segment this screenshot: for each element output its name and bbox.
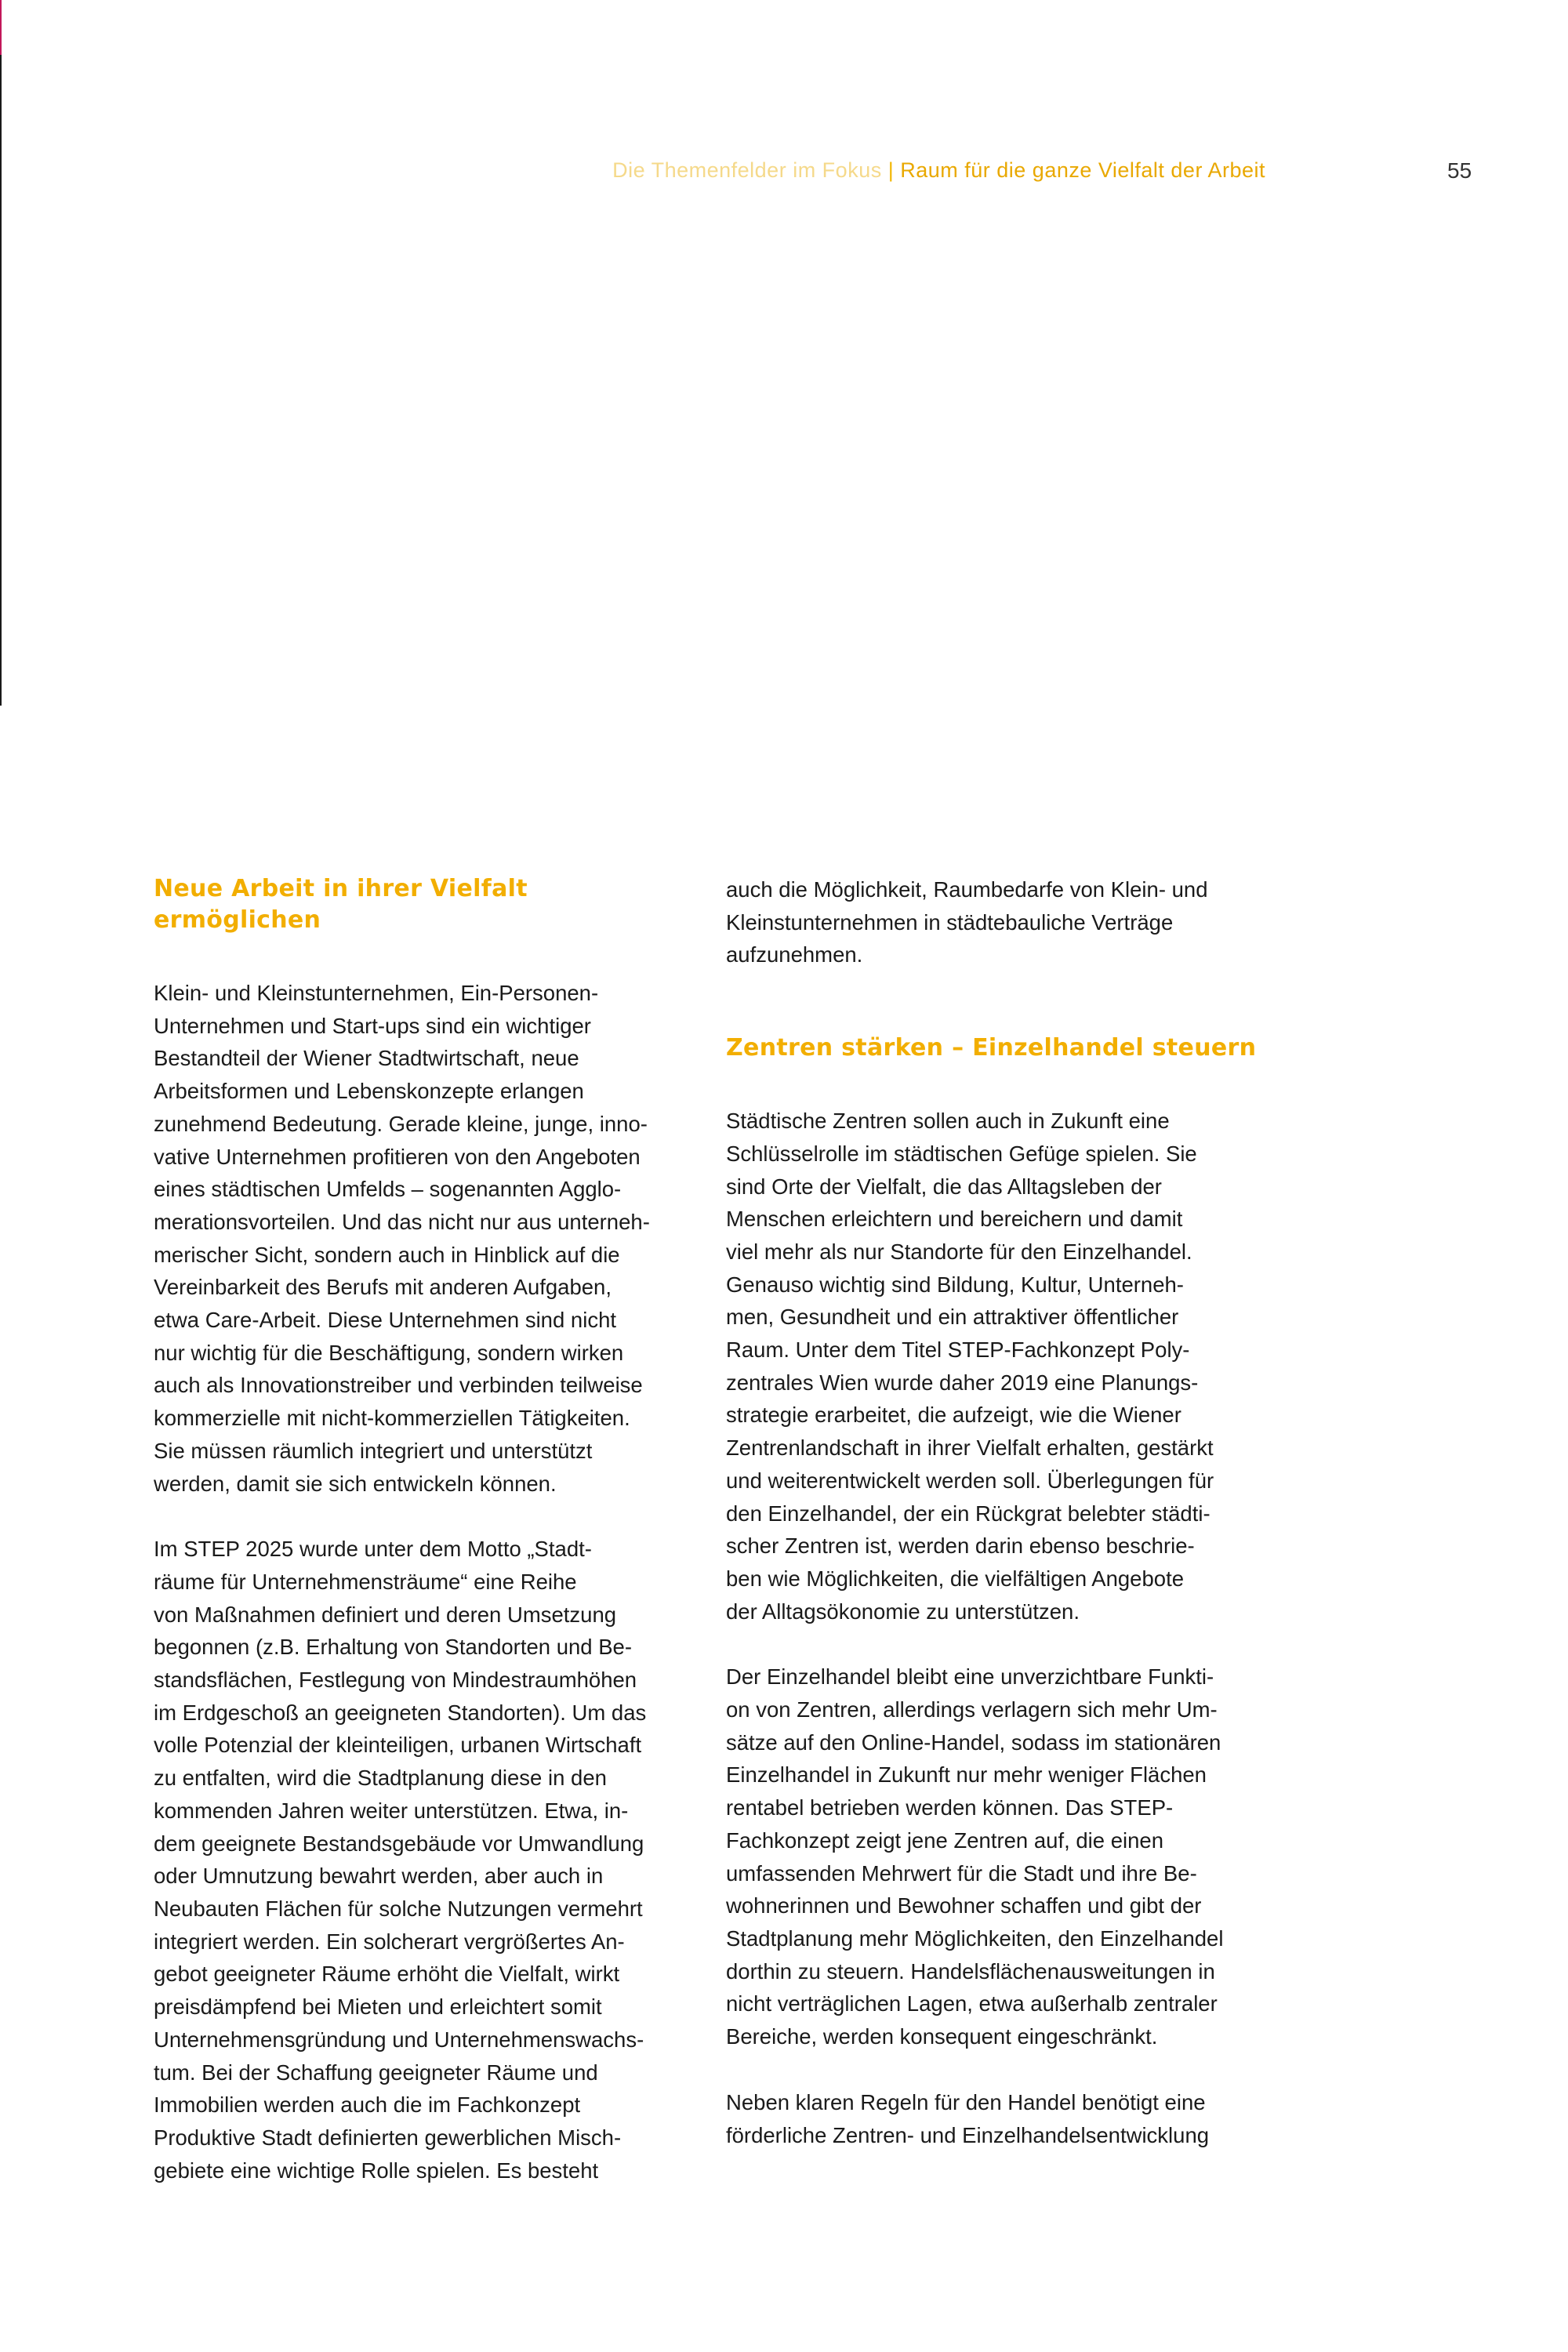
running-head [612, 158, 1265, 183]
paragraph: Neben klaren Regeln für den Handel benötigt eine förderliche Zentren- und Einzelhandelsentwicklung [726, 2089, 1210, 2147]
paragraph: Klein- und Kleinstunternehmen, Ein-Personen- Unternehmen und Start-ups sind ein wichtiger Bestandteil der Wiener Stadtwirtschaft, neue Arbeitsformen und Lebenskonzepte erlangen zunehmend Bedeutung. Gerade kleine, junge, inno- vative Unternehmen profitieren von den Angeboten eines städtischen Umfelds – sogenannten Agglo- merationsvorteilen. Und das nicht nur aus unterneh- merischer Sicht, sondern auch in Hinblick auf die Vereinbarkeit des Berufs mit anderen Aufgaben, etwa Care-Arbeit. Diese Unternehmen sind nicht nur wichtig für die Beschäftigung, sondern wirken auch als Innovationstreiber und verbinden teilweise kommerzielle mit nicht-kommerziellen Tätigkeiten. Sie müssen räumlich integriert und unterstützt werden, damit sie sich entwickeln können. [154, 981, 650, 1496]
paragraph: Städtische Zentren sollen auch in Zukunft eine Schlüsselrolle im städtischen Gefüge spielen. Sie sind Orte der Vielfalt, die das Alltagsleben der Menschen erleichtern und bereichern und damit viel mehr als nur Standorte für den Einzelhandel. Genauso wichtig sind Bildung, Kultur, Unterneh- men, Gesundheit und ein attraktiver öffentlicher Raum. Unter dem Titel STEP-Fachkonzept Poly- zentrales Wien wurde daher 2019 eine Planungs- strategie erarbeitet, die aufzeigt, wie die Wiener Zentrenlandschaft in ihrer Vielfalt erhalten, gestärkt und weiterentwickelt werden soll. Überlegungen für den Einzelhandel, der ein Rückgrat belebter städti- scher Zentren ist, werden darin ebenso beschrie- ben wie Möglichkeiten, die vielfältigen Angebote der Alltagsökonomie zu unterstützen. [726, 1109, 1214, 1624]
page-edge-accent [0, 0, 2, 55]
section-heading-neue-arbeit: Neue Arbeit in ihrer Vielfalt ermöglichen [154, 875, 528, 934]
running-head-chapter: Raum für die ganze Vielfalt der Arbeit [900, 158, 1265, 182]
running-head-separator: | [887, 158, 895, 182]
section-heading-zentren: Zentren stärken – Einzelhandel steuern [726, 1034, 1257, 1062]
left-column [154, 873, 687, 2220]
page-number: 55 [1447, 158, 1472, 183]
paragraph: Im STEP 2025 wurde unter dem Motto „Stadt- räume für Unternehmensträume“ eine Reihe von Maßnahmen definiert und deren Umsetzung begonnen (z.B. Erhaltung von Standorten und Be- standsflächen, Festlegung von Mindestraumhöhen im Erdgeschoß an geeigneten Standorten). Um das volle Potenzial der kleinteiligen, urbanen Wirtschaft zu entfalten, wird die Stadtplanung diese in den kommenden Jahren weiter unterstützen. Etwa, in- dem geeignete Bestandsgebäude vor Umwandlung oder Umnutzung bewahrt werden, aber auch in Neubauten Flächen für solche Nutzungen vermehrt integriert werden. Ein solcherart vergrößertes An- gebot geeigneter Räume erhöht die Vielfalt, wirkt preisdämpfend bei Mieten und erleichtert somit Unternehmensgründung und Unternehmenswachs- tum. Bei der Schaffung geeigneter Räume und Immobilien werden auch die im Fachkonzept Produktive Stadt definierten gewerblichen Misch- gebiete eine wichtige Rolle spielen. Es besteht [154, 1537, 647, 2183]
right-column [726, 873, 1259, 2184]
page-edge-line [0, 0, 2, 706]
running-head-section: Die Themenfelder im Fokus [612, 158, 882, 182]
paragraph: Der Einzelhandel bleibt eine unverzichtbare Funkti- on von Zentren, allerdings verlagern sich mehr Um- sätze auf den Online-Handel, sodass im stationären Einzelhandel in Zukunft nur mehr weniger Flächen rentabel betrieben werden können. Das STEP- Fachkonzept zeigt jene Zentren auf, die einen umfassenden Mehrwert für die Stadt und ihre Be- wohnerinnen und Bewohner schaffen und gibt der Stadtplanung mehr Möglichkeiten, den Einzelhandel dorthin zu steuern. Handelsflächenausweitungen in nicht verträglichen Lagen, etwa außerhalb zentraler Bereiche, werden konsequent eingeschränkt. [726, 1664, 1224, 2049]
paragraph-continued: auch die Möglichkeit, Raumbedarfe von Klein- und Kleinstunternehmen in städtebauliche Verträge aufzunehmen. [726, 877, 1208, 967]
